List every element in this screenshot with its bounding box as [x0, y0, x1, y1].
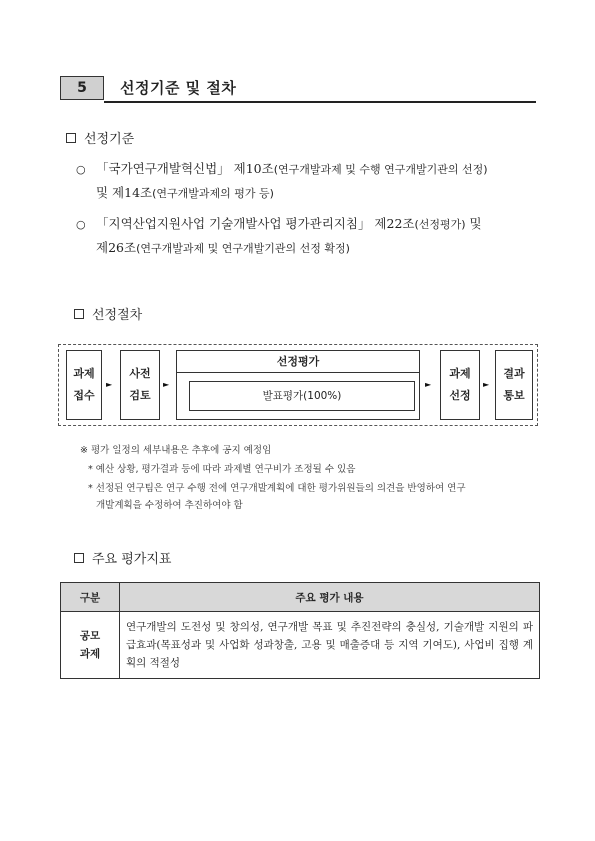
- evaluation-title: 선정평가: [177, 351, 419, 373]
- checkbox-square-icon: [74, 309, 84, 319]
- arrow-right-icon: ►: [425, 380, 432, 389]
- arrow-right-icon: ►: [106, 380, 113, 389]
- table-cell-category: 공모 과제: [61, 612, 120, 679]
- criteria-item-1: ○ 「국가연구개발혁신법」 제10조(연구개발과제 및 수행 연구개발기관의 선정) 및 제14조(연구개발과제의 평가 등): [76, 157, 546, 205]
- table-header-row: [61, 583, 540, 612]
- section-title: 선정기준 및 절차: [120, 79, 237, 97]
- procedure-notes: [80, 442, 540, 514]
- checkbox-square-icon: [74, 553, 84, 563]
- criteria-heading: [66, 128, 134, 147]
- flow-step-submission: 과제 접수: [66, 350, 102, 420]
- note-sub-1: * 예산 상황, 평가결과 등에 따라 과제별 연구비가 조정될 수 있음: [88, 464, 356, 475]
- arrow-right-icon: ►: [483, 380, 490, 389]
- table-header-content: 주요 평가 내용: [120, 583, 540, 612]
- table-cell-content: 연구개발의 도전성 및 창의성, 연구개발 목표 및 추진전략의 충실성, 기술개발 지원의 파급효과(목표성과 및 사업화 성과창출, 고용 및 매출증대 등 지역 기여도), 사업비 집행 계획의 적절성: [120, 612, 540, 679]
- table-header-category: 구분: [61, 583, 120, 612]
- evaluation-indicators-table: [60, 582, 540, 679]
- criteria-heading-text: 선정기준: [84, 132, 135, 147]
- table-row: [61, 612, 540, 679]
- criteria-item-2: ○ 「지역산업지원사업 기술개발사업 평가관리지침」 제22조(선정평가) 및 제26조(연구개발과제 및 연구개발기관의 선정 확정): [76, 212, 546, 260]
- section-title-rule: [104, 101, 536, 103]
- flow-step-notification: 결과 통보: [495, 350, 533, 420]
- flow-step-evaluation: [176, 350, 420, 420]
- arrow-right-icon: ►: [163, 380, 170, 389]
- evaluation-presentation-box: 발표평가(100%): [189, 381, 415, 411]
- checkbox-square-icon: [66, 133, 76, 143]
- section-number: 5: [60, 76, 104, 100]
- note-sub-2: * 선정된 연구팀은 연구 수행 전에 연구개발계획에 대한 평가위원들의 의견을 반영하여 연구: [88, 483, 466, 494]
- note-sub-2-continued: 개발계획을 수정하여 추진하여야 함: [96, 500, 243, 511]
- circle-bullet-icon: ○: [76, 163, 86, 176]
- procedure-heading: [74, 304, 142, 323]
- indicators-heading-text: 주요 평가지표: [92, 552, 172, 567]
- procedure-heading-text: 선정절차: [92, 308, 143, 323]
- circle-bullet-icon: ○: [76, 218, 86, 231]
- indicators-heading: [74, 548, 171, 567]
- flow-step-pre-review: 사전 검토: [120, 350, 160, 420]
- flow-step-selection: 과제 선정: [440, 350, 480, 420]
- note-main: ※ 평가 일정의 세부내용은 추후에 공지 예정임: [80, 445, 272, 456]
